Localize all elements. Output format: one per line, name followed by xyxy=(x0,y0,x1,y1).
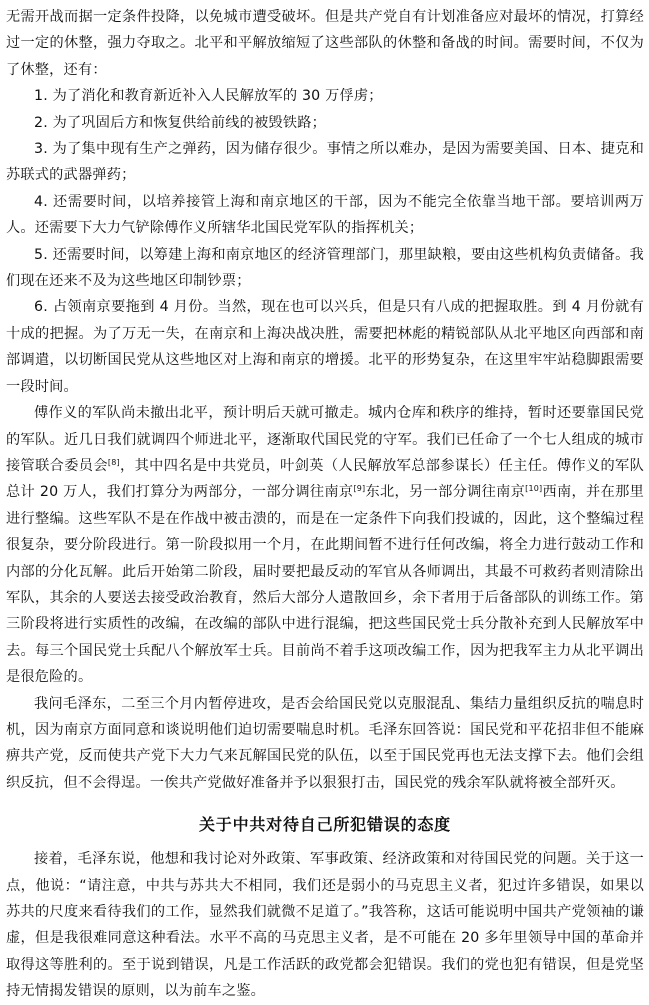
paragraph-question: 我问毛泽东，二至三个月内暂停进攻，是否会给国民党以克服混乱、集结力量组织反抗的喘息时机，因为南京方面同意和谈说明他们迫切需要喘息时机。毛泽东回答说：国民党和平花招非但不能麻痹共产党，反而使共产党下大力气来瓦解国民党的队伍，以至于国民党再也无法支撑下去。他们会组织反抗，但不会得逞。一俟共产党做好准备并予以狠狠打击，国民党的残余军队就将被全部歼灭。 xyxy=(6,695,644,791)
paragraph-text: 西南，并在那里进行整编。这些军队不是在作战中被击溃的，而是在一定条件下向我们投诚的，因此，这个整编过程很复杂，要分阶段进行。第一阶段拟用一个月，在此期间暂不进行任何改编，将全力进行鼓动工作和内部的分化瓦解。此后开始第二阶段，届时要把最反动的军官从各师调出，其最不可救药者则清除出军队，其余的人要送去接受政治教育，然后大部分人遣散回乡，余下者用于后备部队的训练工作。第三阶段将进行实质性的改编，在改编的部队中进行混编，把这些国民党士兵分散补充到人民解放军中去。每三个国民党士兵配八个解放军士兵。目前尚不着手这项改编工作，因为把我军主力从北平调出是很危险的。 xyxy=(6,484,644,686)
paragraph-text: 傅作义的军队尚未撤出北平，预计明后天就可撤走。城内仓库和秩序的维持，暂时还要靠国民党的军队。近几日我们就调四个师进北平，逐渐取代国民党的守军。我们已任命了一个七人组成的城市接管联合委员会 xyxy=(6,405,644,474)
paragraph-fu-zuoyi xyxy=(6,400,644,690)
list-item-5: 5. 还需要时间，以筹建上海和南京地区的经济管理部门，那里缺粮，要由这些机构负责储备。我们现在还来不及为这些地区印制钞票； xyxy=(6,246,644,290)
paragraph-text: 东北，另一部分调往南京 xyxy=(365,484,526,501)
list-item-6: 6. 占领南京要拖到 4 月份。当然，现在也可以兴兵，但是只有八成的把握取胜。到 4 月份就有十成的把握。为了万无一失，在南京和上海决战决胜，需要把林彪的精锐部队从北平地区向西部和南部调遣，以切断国民党从这些地区对上海和南京的增援。北平的形势复杂，在这里牢牢站稳脚跟需要一段时间。 xyxy=(6,299,644,395)
footnote-ref-8[interactable]: [8] xyxy=(107,457,120,467)
footnote-ref-9[interactable]: [9] xyxy=(353,484,366,494)
section-heading: 关于中共对待自己所犯错误的态度 xyxy=(198,815,451,835)
footnote-ref-10[interactable]: [10] xyxy=(525,484,543,494)
paragraph-errors: 接着，毛泽东说，他想和我讨论对外政策、军事政策、经济政策和对待国民党的问题。关于这一点，他说：“请注意，中共与苏共大不相同，我们还是弱小的马克思主义者，犯过许多错误，如果以苏共的尺度来看待我们的工作，显然我们就微不足道了。”我答称，这话可能说明中国共产党领袖的谦虚，但是我很难同意这种看法。水平不高的马克思主义者，是不可能在 20 多年里领导中国的革命并取得这等胜利的。至于说到错误，凡是工作活跃的政党都会犯错误。我们的党也犯有错误，但是党坚持无情揭发错误的原则，以为前车之鉴。 xyxy=(6,851,644,1000)
document-page xyxy=(6,4,644,1005)
list-item-4: 4. 还需要时间，以培养接管上海和南京地区的干部，因为不能完全依靠当地干部。要培训两万人。还需要下大力气铲除傅作义所辖华北国民党军队的指挥机关； xyxy=(6,193,644,237)
list-item-2: 2. 为了巩固后方和恢复供给前线的被毁铁路； xyxy=(34,114,327,131)
list-item-3: 3. 为了集中现有生产之弹药，因为储存很少。事情之所以难办，是因为需要美国、日本、捷克和苏联式的武器弹药； xyxy=(6,141,644,184)
list-item-1: 1. 为了消化和教育新近补入人民解放军的 30 万俘虏； xyxy=(34,88,383,105)
paragraph-intro: 无需开战而据一定条件投降，以免城市遭受破坏。但是共产党自有计划准备应对最坏的情况，打算经过一定的休整，强力夺取之。北平和平解放缩短了这些部队的休整和备战的时间。需要时间，不仅为了休整，还有： xyxy=(6,9,644,78)
paragraph-text: ，其中四名是中共党员，叶剑英（人民解放军总部参谋长）任主任。傅作义的军队总计 20 万人，我们打算分为两部分，一部分调往南京 xyxy=(6,457,644,501)
